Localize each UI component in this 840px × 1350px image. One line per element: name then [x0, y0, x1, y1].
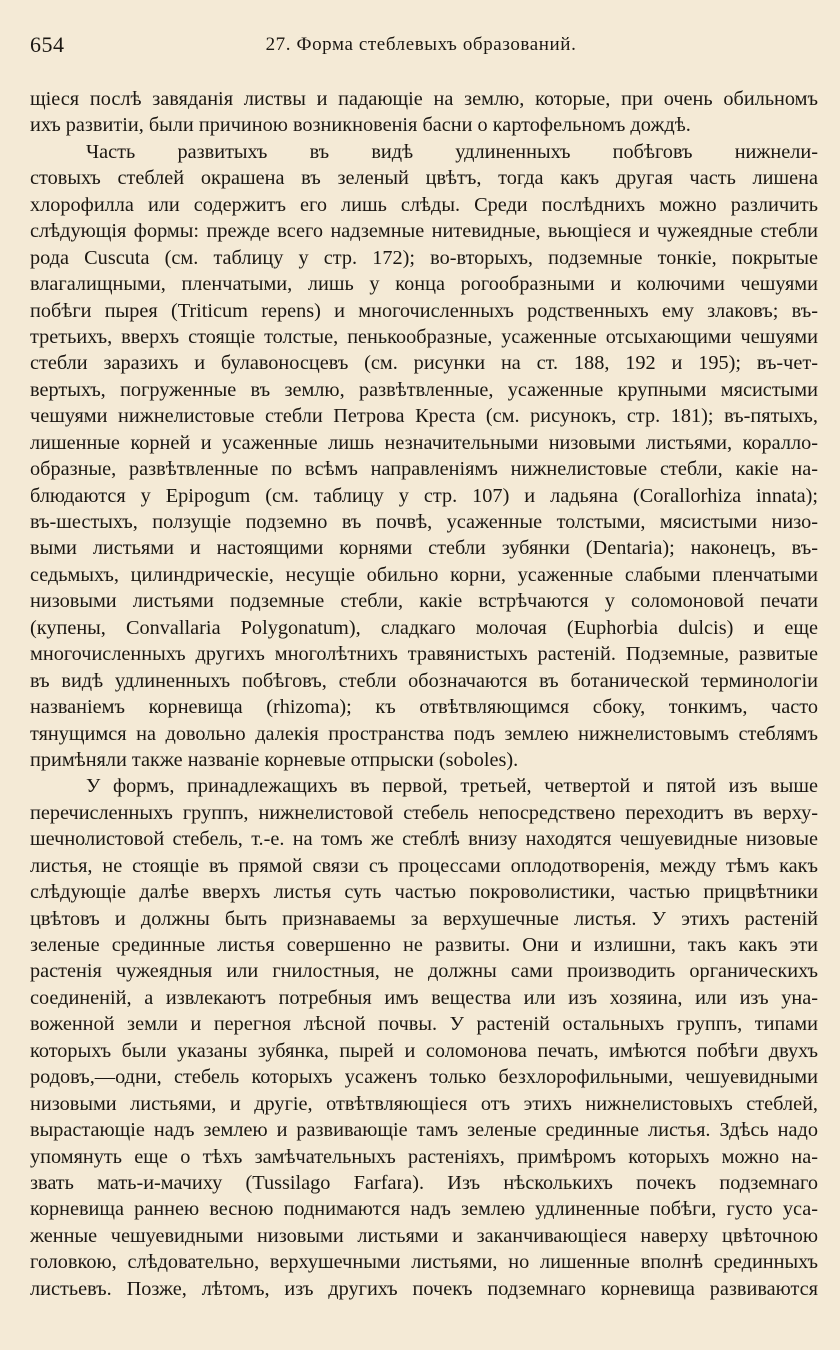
- text-line: вертыхъ, погруженные въ землю, развѣтвленные, усаженные крупными мясистыми: [30, 378, 818, 401]
- text-line: чешуями нижнелистовые стебли Петрова Креста (см. рисунокъ, стр. 181); въ-пятыхъ,: [30, 405, 818, 428]
- text-line: зеленые срединные листья совершенно не развиты. Они и излишни, такъ какъ эти: [30, 934, 818, 956]
- text-line: растенія чужеядныя или гнилостныя, не должны сами производить органическихъ: [30, 960, 818, 983]
- text-line: головкою, слѣдовательно, верхушечными листьями, но лишенные вполнѣ срединныхъ: [30, 1251, 818, 1274]
- text-line: блюдаются у Epipogum (см. таблицу у стр. 107) и ладьяна (Corallorhiza innata);: [30, 484, 818, 507]
- text-line: вырастающіе надъ землею и развивающіе тамъ зеленые срединные листья. Здѣсь надо: [30, 1119, 818, 1142]
- text-line: слѣдующія формы: прежде всего надземные нитевидные, вьющіеся и чужеядные стебли: [30, 220, 818, 243]
- text-line: въ видѣ удлиненныхъ побѣговъ, стебли обозначаются въ ботанической терминологіи: [30, 669, 818, 692]
- text-line: рода Cuscuta (см. таблицу у стр. 172); во-вторыхъ, подземные тонкіе, покрытые: [30, 246, 818, 269]
- running-head: 27. Форма стеблевыхъ образований.: [265, 34, 577, 55]
- text-line: побѣги пырея (Triticum repens) и многочисленныхъ родственныхъ ему злаковъ; въ-: [30, 299, 818, 322]
- text-line: слѣдующіе далѣе вверхъ листья суть частью покроволистики, частью прицвѣтники: [30, 881, 818, 904]
- page-number: 654: [30, 32, 65, 57]
- text-line: низовыми листьями подземные стебли, какіе встрѣчаются у соломоновой печати: [30, 590, 818, 613]
- text-line: перечисленныхъ группъ, нижнелистовой стебель непосредствено переходитъ въ верху-: [30, 801, 818, 824]
- text-line: тянущимся на довольно далекія пространства подъ землею нижнелистовымъ стеблямъ: [30, 722, 818, 745]
- text-line: въ-шестыхъ, ползущіе подземно въ почвѣ, усаженные толстыми, мясистыми низо-: [30, 511, 818, 533]
- text-line: шечнолистовой стебель, т.-е. на томъ же стеблѣ внизу находятся чешуевидные низовые: [30, 828, 818, 851]
- text-line: ихъ развитіи, были причиною возникновенія басни о картофельномъ дождѣ.: [30, 114, 691, 137]
- text-line: низовыми листьями, и другіе, отвѣтвляющіеся отъ этихъ нижнелистовыхъ стеблей,: [30, 1092, 818, 1115]
- text-line: воженной земли и перегноя лѣсной почвы. У растеній остальныхъ группъ, типами: [30, 1013, 818, 1036]
- text-line: многочисленныхъ другихъ многолѣтнихъ травянистыхъ растеній. Подземные, развитые: [30, 643, 818, 666]
- text-line: стовыхъ стеблей окрашена въ зеленый цвѣтъ, тогда какъ другая часть лишена: [30, 167, 818, 190]
- text-line: упомянуть еще о тѣхъ замѣчательныхъ растеніяхъ, примѣромъ которыхъ можно на-: [30, 1145, 818, 1168]
- text-line: которыхъ были указаны зубянка, пырей и соломонова печать, имѣются побѣги двухъ: [30, 1039, 818, 1062]
- text-line: лишенные корней и усаженные лишь незначительными низовыми листьями, коралло-: [30, 431, 818, 454]
- text-line: родовъ,—одни, стебель которыхъ усаженъ только безхлорофильными, чешуевидными: [30, 1066, 818, 1089]
- text-line: влагалищными, пленчатыми, лишь у конца рогообразными и колючими чешуями: [30, 273, 818, 296]
- text-line: стебли заразихъ и булавоносцевъ (см. рисунки на ст. 188, 192 и 195); въ-чет-: [30, 352, 818, 375]
- text-line: (купены, Convallaria Polygonatum), сладкаго молочая (Euphorbia dulcis) и еще: [30, 616, 818, 639]
- text-line: корневища раннею весною поднимаются надъ землею удлиненные побѣги, густо уса-: [30, 1198, 818, 1221]
- text-line: листьевъ. Позже, лѣтомъ, изъ другихъ почекъ подземнаго корневища развиваются: [30, 1277, 818, 1300]
- text-line: названіемъ корневища (rhizoma); къ отвѣтвляющимся сбоку, тонкимъ, часто: [30, 696, 818, 719]
- text-line: звать мать-и-мачиху (Tussilago Farfara). Изъ нѣсколькихъ почекъ подземнаго: [30, 1171, 818, 1194]
- text-line: соединеній, а извлекаютъ потребныя имъ вещества или изъ хозяина, или изъ уна-: [30, 986, 818, 1009]
- text-line: третьихъ, вверхъ стоящіе толстые, пенькообразные, усаженные отсыхающими чешуями: [30, 325, 818, 348]
- text-line: У формъ, принадлежащихъ въ первой, третьей, четвертой и пятой изъ выше: [86, 775, 818, 798]
- text-line: цвѣтовъ и должны быть признаваемы за верхушечные листья. У этихъ растеній: [30, 907, 818, 930]
- text-line: седьмыхъ, цилиндрическіе, несущіе обильно корни, усаженные слабыми пленчатыми: [30, 563, 818, 586]
- text-line: женные чешуевидными низовыми листьями и заканчивающіеся наверху цвѣточною: [30, 1224, 818, 1247]
- text-line: щіеся послѣ завяданія листвы и падающіе на землю, которые, при очень обильномъ: [30, 88, 818, 110]
- text-line: примѣняли также названіе корневые отпрыски (soboles).: [30, 748, 519, 771]
- text-line: листья, не стоящіе въ прямой связи съ процессами оплодотворенія, между тѣмъ какъ: [30, 854, 818, 877]
- body-text: [30, 86, 818, 1302]
- text-line: образные, развѣтвленные по всѣмъ направленіямъ нижнелистовые стебли, какіе на-: [30, 458, 818, 481]
- text-line: Часть развитыхъ въ видѣ удлиненныхъ побѣговъ нижнели-: [86, 140, 818, 163]
- text-line: выми листьями и настоящими корнями стебли зубянки (Dentaria); наконецъ, въ-: [30, 537, 818, 560]
- page-header: [30, 32, 812, 60]
- text-line: хлорофилла или содержитъ его лишь слѣды. Среди послѣднихъ можно различить: [30, 193, 818, 216]
